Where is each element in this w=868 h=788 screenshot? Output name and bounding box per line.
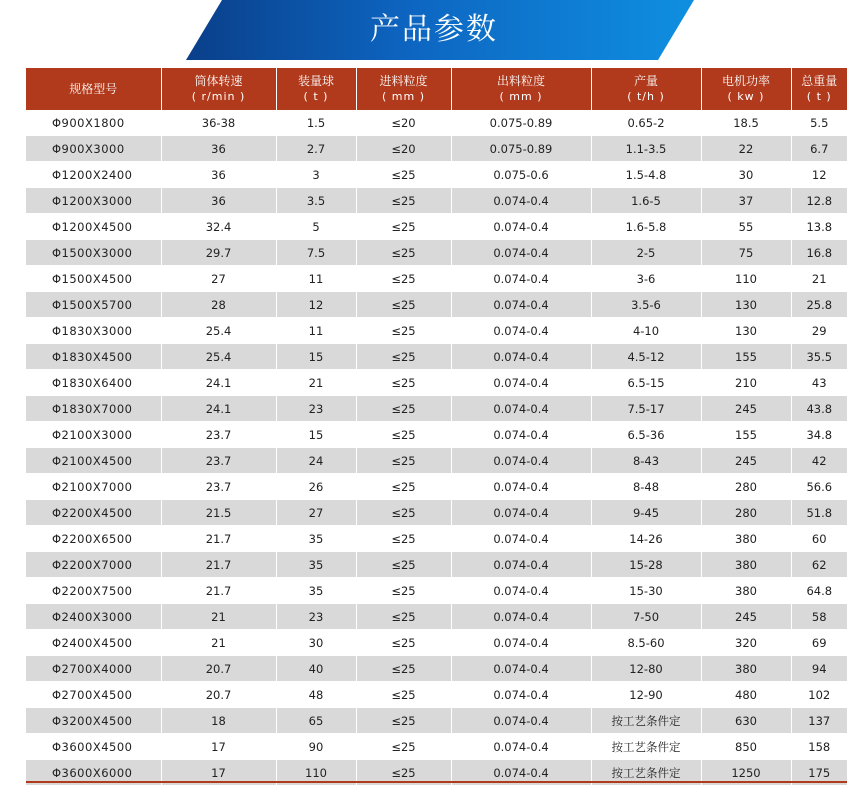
table-cell: 24 [276,448,356,474]
table-cell: 130 [701,318,791,344]
table-cell: 21 [276,370,356,396]
table-cell: 12 [791,162,847,188]
table-cell: 7-50 [591,604,701,630]
table-cell: 6.7 [791,136,847,162]
table-cell: 280 [701,500,791,526]
table-cell: 380 [701,552,791,578]
column-header [451,68,591,110]
column-header-label: 电机功率 [721,74,770,88]
table-cell: 16.8 [791,240,847,266]
table-cell: 23.7 [161,448,276,474]
table-cell: 6.5-36 [591,422,701,448]
table-cell: 380 [701,578,791,604]
table-row [26,682,847,708]
model-cell: Φ1200X2400 [26,162,161,188]
table-cell: 90 [276,734,356,760]
column-header [356,68,451,110]
table-cell: 0.074-0.4 [451,630,591,656]
table-cell: 24.1 [161,396,276,422]
table-cell: 175 [791,760,847,786]
table-cell: 9-45 [591,500,701,526]
table-row [26,136,847,162]
table-cell: 94 [791,656,847,682]
table-cell: 0.074-0.4 [451,188,591,214]
table-cell: 12-80 [591,656,701,682]
table-cell: ≤25 [356,630,451,656]
table-cell: 245 [701,448,791,474]
column-header [701,68,791,110]
table-row [26,656,847,682]
table-cell: 155 [701,422,791,448]
table-cell: 6.5-15 [591,370,701,396]
table-cell: 58 [791,604,847,630]
column-header-unit: ( t/h ) [627,90,665,103]
table-cell: 0.074-0.4 [451,448,591,474]
column-header-unit: ( mm ) [499,90,543,103]
model-cell: Φ1500X3000 [26,240,161,266]
table-cell: 2.7 [276,136,356,162]
table-cell: ≤25 [356,734,451,760]
column-header-label: 产量 [633,74,658,88]
table-cell: 102 [791,682,847,708]
model-cell: Φ900X3000 [26,136,161,162]
table-row [26,708,847,734]
table-cell: 0.074-0.4 [451,604,591,630]
column-header-label: 出料粒度 [496,74,545,88]
table-cell: 35 [276,578,356,604]
table-cell: 35 [276,526,356,552]
table-row [26,448,847,474]
table-cell: 7.5 [276,240,356,266]
table-cell: 22 [701,136,791,162]
table-cell: ≤25 [356,266,451,292]
table-cell: 0.65-2 [591,110,701,136]
column-header-unit: ( t ) [303,90,329,103]
table-cell: 23 [276,396,356,422]
model-cell: Φ3600X6000 [26,760,161,786]
model-cell: Φ1500X5700 [26,292,161,318]
table-cell: 5 [276,214,356,240]
table-cell: 21.7 [161,578,276,604]
table-row [26,396,847,422]
table-bottom-border [26,781,847,783]
table-cell: 21.7 [161,552,276,578]
table-cell: 15 [276,422,356,448]
table-cell: 1.5-4.8 [591,162,701,188]
table-cell: 21 [161,630,276,656]
table-cell: 18 [161,708,276,734]
table-row [26,240,847,266]
table-cell: ≤20 [356,110,451,136]
table-cell: ≤25 [356,214,451,240]
table-cell: 2-5 [591,240,701,266]
table-cell: 17 [161,760,276,786]
table-cell: 0.074-0.4 [451,682,591,708]
table-cell: 按工艺条件定 [591,734,701,760]
model-cell: Φ3200X4500 [26,708,161,734]
table-cell: ≤25 [356,318,451,344]
table-cell: 0.074-0.4 [451,760,591,786]
table-row [26,604,847,630]
table-row [26,578,847,604]
table-cell: ≤25 [356,344,451,370]
table-cell: 30 [276,630,356,656]
table-cell: 51.8 [791,500,847,526]
table-cell: 60 [791,526,847,552]
table-cell: 158 [791,734,847,760]
table-row [26,162,847,188]
table-cell: 380 [701,656,791,682]
table-row [26,370,847,396]
table-cell: 43 [791,370,847,396]
column-header-label: 规格型号 [69,82,118,96]
table-row [26,318,847,344]
table-cell: ≤25 [356,500,451,526]
table-cell: 24.1 [161,370,276,396]
column-header [591,68,701,110]
table-cell: 1.5 [276,110,356,136]
table-cell: 27 [276,500,356,526]
model-cell: Φ2200X7000 [26,552,161,578]
table-cell: ≤25 [356,396,451,422]
table-cell: 64.8 [791,578,847,604]
table-cell: ≤25 [356,708,451,734]
table-cell: 35 [276,552,356,578]
table-cell: 25.4 [161,318,276,344]
table-cell: ≤25 [356,188,451,214]
model-cell: Φ1500X4500 [26,266,161,292]
table-row [26,422,847,448]
table-cell: 1250 [701,760,791,786]
page-title: 产品参数 [370,12,498,47]
table-cell: 3-6 [591,266,701,292]
table-cell: 35.5 [791,344,847,370]
table-cell: 1.6-5.8 [591,214,701,240]
table-cell: 15 [276,344,356,370]
column-header [276,68,356,110]
table-cell: 29 [791,318,847,344]
table-cell: 21.5 [161,500,276,526]
table-cell: 0.074-0.4 [451,500,591,526]
table-cell: ≤25 [356,656,451,682]
column-header [26,68,161,110]
table-cell: 36-38 [161,110,276,136]
table-cell: 40 [276,656,356,682]
table-cell: 380 [701,526,791,552]
table-cell: 7.5-17 [591,396,701,422]
column-header-label: 总重量 [801,74,838,88]
table-cell: 130 [701,292,791,318]
table-cell: 62 [791,552,847,578]
table-row [26,292,847,318]
table-cell: 17 [161,734,276,760]
table-cell: 23.7 [161,474,276,500]
model-cell: Φ2100X7000 [26,474,161,500]
table-cell: 4-10 [591,318,701,344]
table-cell: 25.4 [161,344,276,370]
table-cell: ≤25 [356,162,451,188]
column-header-unit: ( mm ) [381,90,425,103]
table-cell: 23.7 [161,422,276,448]
model-cell: Φ1830X7000 [26,396,161,422]
column-header-unit: ( r/min ) [191,90,246,103]
table-cell: 12 [276,292,356,318]
model-cell: Φ900X1800 [26,110,161,136]
table-cell: 18.5 [701,110,791,136]
table-cell: 15-28 [591,552,701,578]
model-cell: Φ3600X4500 [26,734,161,760]
model-cell: Φ2100X4500 [26,448,161,474]
table-cell: 4.5-12 [591,344,701,370]
table-cell: 34.8 [791,422,847,448]
table-cell: 8-48 [591,474,701,500]
table-cell: 1.1-3.5 [591,136,701,162]
table-cell: 0.074-0.4 [451,370,591,396]
table-cell: 155 [701,344,791,370]
model-cell: Φ1830X4500 [26,344,161,370]
table-cell: ≤25 [356,526,451,552]
table-cell: ≤25 [356,240,451,266]
model-cell: Φ2100X3000 [26,422,161,448]
table-cell: 0.075-0.6 [451,162,591,188]
table-cell: ≤25 [356,552,451,578]
table-cell: 480 [701,682,791,708]
table-cell: 3 [276,162,356,188]
table-cell: 36 [161,162,276,188]
table-row [26,526,847,552]
table-row [26,214,847,240]
table-cell: 137 [791,708,847,734]
table-cell: 30 [701,162,791,188]
column-header-unit: ( t ) [806,90,832,103]
table-cell: 850 [701,734,791,760]
table-body [26,110,847,786]
table-cell: ≤25 [356,422,451,448]
table-row [26,500,847,526]
table-cell: 69 [791,630,847,656]
table-cell: 5.5 [791,110,847,136]
table-cell: 14-26 [591,526,701,552]
table-cell: 1.6-5 [591,188,701,214]
table-row [26,188,847,214]
table-cell: 0.074-0.4 [451,214,591,240]
table-cell: 0.074-0.4 [451,526,591,552]
table-cell: 按工艺条件定 [591,760,701,786]
table-cell: 630 [701,708,791,734]
table-cell: ≤25 [356,292,451,318]
table-cell: 42 [791,448,847,474]
table-cell: 36 [161,136,276,162]
table-cell: 27 [161,266,276,292]
table-cell: 43.8 [791,396,847,422]
table-cell: 25.8 [791,292,847,318]
table-cell: 0.074-0.4 [451,344,591,370]
table-cell: 0.074-0.4 [451,266,591,292]
model-cell: Φ2200X6500 [26,526,161,552]
spec-table [26,68,847,786]
table-row [26,552,847,578]
model-cell: Φ1200X4500 [26,214,161,240]
column-header-label: 进料粒度 [379,74,428,88]
column-header-label: 装量球 [297,74,334,88]
table-cell: 245 [701,396,791,422]
table-cell: 320 [701,630,791,656]
table-cell: 13.8 [791,214,847,240]
model-cell: Φ2200X7500 [26,578,161,604]
column-header-label: 筒体转速 [194,74,243,88]
table-cell: 36 [161,188,276,214]
table-cell: 29.7 [161,240,276,266]
table-cell: 55 [701,214,791,240]
model-cell: Φ1200X3000 [26,188,161,214]
table-header-row [26,68,847,110]
table-cell: 8.5-60 [591,630,701,656]
table-cell: 75 [701,240,791,266]
table-cell: 0.074-0.4 [451,552,591,578]
table-cell: 0.074-0.4 [451,318,591,344]
model-cell: Φ2400X4500 [26,630,161,656]
table-cell: ≤25 [356,682,451,708]
table-cell: 23 [276,604,356,630]
table-cell: 0.074-0.4 [451,708,591,734]
table-cell: 37 [701,188,791,214]
table-row [26,266,847,292]
model-cell: Φ2700X4500 [26,682,161,708]
table-cell: 12.8 [791,188,847,214]
table-cell: 按工艺条件定 [591,708,701,734]
table-cell: ≤20 [356,136,451,162]
table-row [26,630,847,656]
table-cell: 3.5 [276,188,356,214]
table-cell: ≤25 [356,604,451,630]
table-cell: 20.7 [161,656,276,682]
table-cell: ≤25 [356,578,451,604]
table-cell: 0.074-0.4 [451,734,591,760]
table-cell: 56.6 [791,474,847,500]
table-cell: ≤25 [356,370,451,396]
column-header [161,68,276,110]
table-cell: 110 [276,760,356,786]
table-cell: 0.074-0.4 [451,396,591,422]
column-header [791,68,847,110]
table-cell: 11 [276,266,356,292]
table-cell: 0.075-0.89 [451,110,591,136]
table-cell: 26 [276,474,356,500]
table-row [26,474,847,500]
model-cell: Φ2200X4500 [26,500,161,526]
table-cell: 21 [161,604,276,630]
table-row [26,344,847,370]
model-cell: Φ2400X3000 [26,604,161,630]
table-cell: 0.074-0.4 [451,422,591,448]
table-cell: 15-30 [591,578,701,604]
table-cell: 11 [276,318,356,344]
table-cell: 32.4 [161,214,276,240]
table-cell: 8-43 [591,448,701,474]
table-cell: 21.7 [161,526,276,552]
table-cell: 0.074-0.4 [451,240,591,266]
table-cell: 245 [701,604,791,630]
table-cell: 0.074-0.4 [451,292,591,318]
table-cell: ≤25 [356,474,451,500]
table-cell: 110 [701,266,791,292]
table-cell: 0.074-0.4 [451,578,591,604]
table-cell: 28 [161,292,276,318]
table-cell: ≤25 [356,448,451,474]
column-header-unit: ( kw ) [727,90,765,103]
table-row [26,110,847,136]
table-cell: 21 [791,266,847,292]
table-cell: 0.075-0.89 [451,136,591,162]
table-cell: 0.074-0.4 [451,474,591,500]
table-cell: 65 [276,708,356,734]
table-cell: 12-90 [591,682,701,708]
table-cell: ≤25 [356,760,451,786]
table-cell: 20.7 [161,682,276,708]
table-cell: 210 [701,370,791,396]
model-cell: Φ1830X6400 [26,370,161,396]
table-cell: 48 [276,682,356,708]
model-cell: Φ1830X3000 [26,318,161,344]
table-cell: 0.074-0.4 [451,656,591,682]
table-row [26,734,847,760]
model-cell: Φ2700X4000 [26,656,161,682]
table-cell: 3.5-6 [591,292,701,318]
table-cell: 280 [701,474,791,500]
